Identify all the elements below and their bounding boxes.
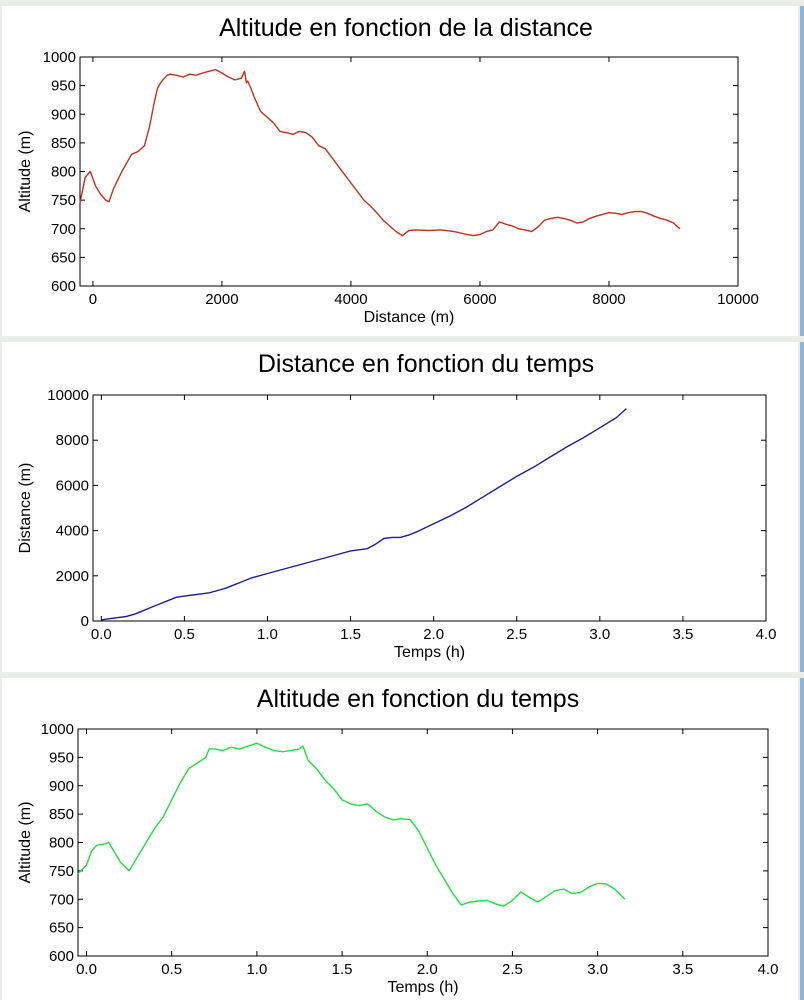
y-tick-label: 10000 (47, 387, 89, 404)
x-tick-label: 1.5 (340, 626, 361, 643)
plot-frame (93, 395, 766, 621)
x-tick-label: 2.0 (416, 961, 438, 978)
plot-frame (80, 57, 738, 286)
y-tick-label: 0 (80, 613, 89, 630)
x-axis-label: Distance (m) (363, 309, 455, 326)
y-tick-label: 650 (50, 249, 76, 267)
plot-frame (78, 729, 768, 956)
y-tick-label: 950 (50, 77, 76, 95)
x-tick-label: 0.5 (161, 961, 183, 978)
y-axis-label: Distance (m) (17, 462, 34, 554)
y-tick-label: 800 (48, 834, 74, 852)
y-tick-label: 750 (48, 862, 74, 880)
x-tick-label: 4.0 (757, 961, 779, 978)
y-tick-label: 4000 (55, 522, 89, 540)
x-tick-label: 4000 (334, 291, 368, 308)
y-axis-label: Altitude (m) (17, 130, 34, 213)
x-tick-label: 8000 (592, 291, 626, 308)
y-tick-label: 750 (50, 192, 76, 210)
y-tick-label: 600 (48, 948, 74, 965)
x-tick-label: 3.5 (672, 961, 694, 978)
y-tick-label: 850 (50, 134, 76, 152)
x-tick-label: 3.0 (589, 626, 611, 643)
y-tick-label: 2000 (55, 567, 89, 585)
y-axis-label: Altitude (m) (17, 801, 34, 884)
chart-title: Altitude en fonction de la distance (219, 14, 593, 42)
y-tick-label: 900 (48, 777, 74, 795)
y-tick-label: 1000 (42, 49, 76, 66)
y-tick-label: 950 (48, 749, 74, 767)
chart-title: Distance en fonction du temps (257, 350, 595, 378)
data-line (80, 70, 680, 236)
x-tick-label: 1.5 (331, 961, 353, 978)
x-tick-label: 2.0 (423, 626, 445, 643)
y-tick-label: 700 (48, 891, 74, 909)
x-axis-label: Temps (h) (393, 644, 466, 661)
y-tick-label: 6000 (55, 477, 89, 495)
data-line (101, 409, 626, 620)
y-tick-label: 900 (50, 106, 76, 124)
x-tick-label: 1.0 (246, 961, 268, 978)
x-tick-label: 2.5 (506, 626, 528, 643)
y-tick-label: 850 (48, 806, 74, 824)
x-tick-label: 3.0 (587, 961, 609, 978)
y-tick-label: 8000 (55, 432, 89, 450)
x-tick-label: 0.5 (173, 626, 195, 643)
chart-title: Altitude en fonction du temps (256, 685, 580, 713)
data-line (78, 743, 625, 906)
x-tick-label: 3.5 (672, 626, 694, 643)
x-tick-label: 0.0 (90, 626, 112, 643)
x-tick-label: 0 (88, 291, 98, 308)
y-tick-label: 1000 (40, 721, 74, 738)
x-axis-label: Temps (h) (387, 979, 459, 996)
x-tick-label: 2.5 (502, 961, 523, 978)
x-tick-label: 0.0 (76, 961, 97, 978)
y-tick-label: 700 (50, 220, 76, 238)
y-tick-label: 800 (50, 163, 76, 181)
x-tick-label: 1.0 (257, 626, 278, 643)
x-tick-label: 2000 (205, 291, 239, 308)
x-tick-label: 10000 (717, 291, 759, 308)
x-tick-label: 6000 (463, 291, 497, 308)
y-tick-label: 600 (50, 278, 76, 295)
x-tick-label: 4.0 (755, 626, 777, 643)
y-tick-label: 650 (48, 919, 74, 937)
